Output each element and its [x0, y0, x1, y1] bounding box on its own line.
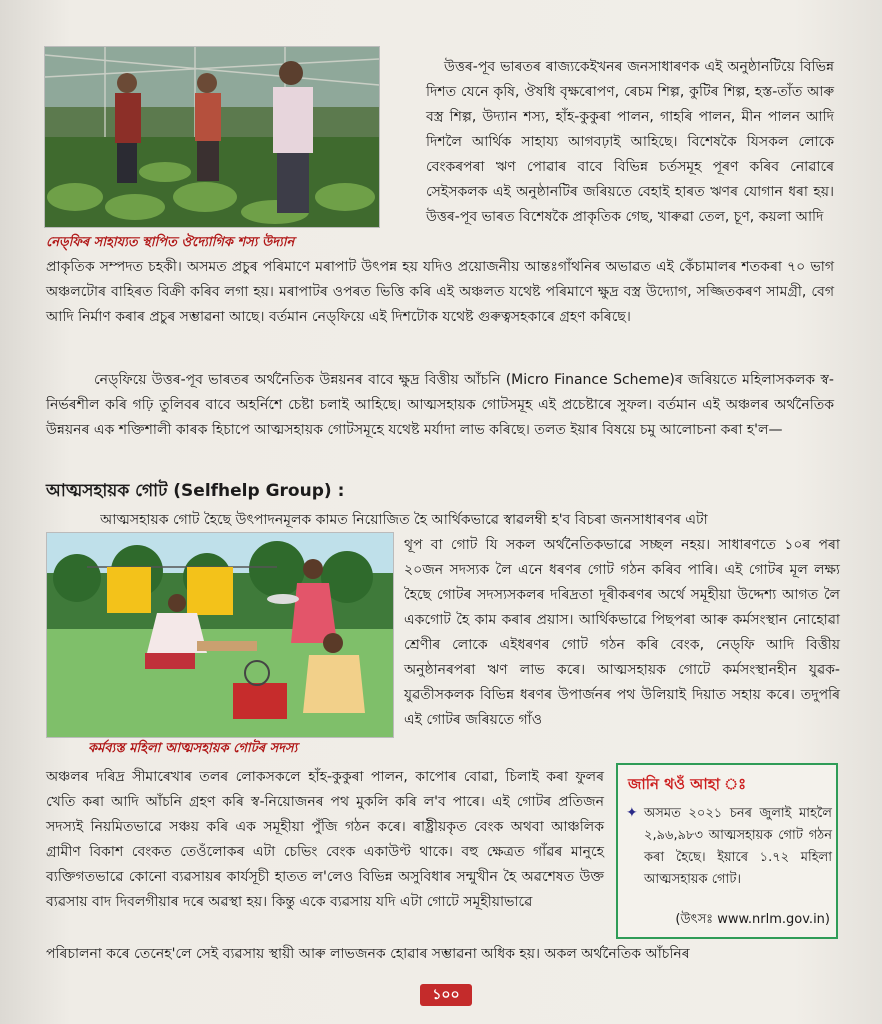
shg-side-paragraph: থূপ বা গোট যি সকল অৰ্থনৈতিকভাৱে সচ্ছল নহয়। সাধাৰণতে ১০ৰ পৰা ২০জন সদস্যক লৈ এনে ধৰণৰ গোট গঠন কৰিব পাৰি। এই গোটৰ মূল লক্ষ্য হৈছে গোটৰ সদস্যসকলৰ দৰিদ্ৰতা দূৰীকৰণৰ অৰ্থে সমূহীয়া উদ্দেশ্য আগত লৈ একগোট হৈ কাম কৰাৰ প্ৰয়াস। আৰ্থিকভাৱে পিছপৰা আৰু কৰ্মসংস্থান নোহোৱা শ্ৰেণীৰ লোকে এইধৰণৰ গোট গঠন কৰি বেংক, নেড্‌ফি আদি বিত্তীয় অনুষ্ঠানৰপৰা ঋণ লাভ কৰে। আত্মসহায়ক গোটে কৰ্মসংস্থানহীন যুৱক-যুৱতীসকলক বিভিন্ন ধৰণৰ উপাৰ্জনৰ পথ উলিয়াই দিয়াত সহায় কৰে। তদুপৰি এই গোটৰ জৰিয়তে গাঁও [404, 537, 840, 728]
page-number: ১০০ [420, 984, 472, 1006]
figure1-caption: নেড্‌ফিৰ সাহায্যত স্থাপিত ঔদ্যোগিক শস্য উদ্যান [46, 235, 295, 250]
figure2-caption: কৰ্মব্যস্ত মহিলা আত্মসহায়ক গোটৰ সদস্য [88, 741, 298, 756]
intro-full-paragraph: প্ৰাকৃতিক সম্পদত চহকী। অসমত প্ৰচুৰ পৰিমাণে মৰাপাট উৎপন্ন হয় যদিও প্ৰয়োজনীয় আন্তঃগাঁথনিৰ অভাৱত এই কেঁচামালৰ শতকৰা ৭০ ভাগ অঞ্চলটোৰ বাহিৰত বিক্ৰী কৰিব লগা হয়। মৰাপাটৰ ওপৰত ভিত্তি কৰি এই অঞ্চলত যথেষ্ট পৰিমাণে ক্ষুদ্ৰ বস্ত্ৰ উদ্যোগ, সজ্জিতকৰণ সামগ্ৰী, বেগ আদি নিৰ্মাণ কৰাৰ প্ৰচুৰ সম্ভাৱনা আছে। বৰ্তমান নেড্‌ফিয়ে এই দিশটোক যথেষ্ট গুৰুত্বসহকাৰে গ্ৰহণ কৰিছে। [46, 259, 834, 325]
star-bullet-icon: ✦ [626, 805, 638, 821]
infobox-source: (উৎসঃ www.nrlm.gov.in) [675, 912, 830, 927]
did-you-know-box [616, 763, 838, 939]
women-working-illustration [46, 532, 394, 738]
section-heading: আত্মসহায়ক গোট (Selfhelp Group) : [46, 481, 345, 501]
micro-finance-paragraph: নেড্‌ফিয়ে উত্তৰ-পূব ভাৰতৰ অৰ্থনৈতিক উন্নয়নৰ বাবে ক্ষুদ্ৰ বিত্তীয় আঁচনি (Micro Finance Scheme)ৰ জৰিয়তে মহিলাসকলক স্ব-নিৰ্ভৰশীল কৰি গঢ়ি তুলিবৰ বাবে অহৰ্নিশে চেষ্টা চলাই আহিছে। আত্মসহায়ক গোটসমূহ এই প্ৰচেষ্টাৰে সুফল। বৰ্তমান এই অঞ্চলৰ অৰ্থনৈতিক উন্নয়নৰ এক শক্তিশালী কাৰক হিচাপে আত্মসহায়ক গোটসমূহে যথেষ্ট মৰ্যাদা লাভ কৰিছে। তলত ইয়াৰ বিষয়ে চমু আলোচনা কৰা হ'ল— [46, 372, 834, 438]
infobox-title: জানি থওঁ আহা ঃ [628, 775, 747, 793]
greenhouse-photo [44, 46, 380, 228]
infobox-text: অসমত ২০২১ চনৰ জুলাই মাহলৈ ২,৯৬,৯৮৩ আত্মসহায়ক গোট গঠন কৰা হৈছে। ইয়াৰে ১.৭২ মহিলা আত্মসহায়ক গোট। [644, 806, 832, 887]
shg-first-line: আত্মসহায়ক গোট হৈছে উৎপাদনমূলক কামত নিয়োজিত হৈ আৰ্থিকভাৱে স্বাৱলম্বী হ'ব বিচৰা জনসাধাৰণৰ এটা [100, 512, 708, 528]
shg-last-line: পৰিচালনা কৰে তেনেহ'লে সেই ব্যৱসায় স্থায়ী আৰু লাভজনক হোৱাৰ সম্ভাৱনা অধিক হয়। অকল অৰ্থনৈতিক আঁচনিৰ [46, 946, 690, 962]
intro-top-paragraph: উত্তৰ-পূব ভাৰতৰ ৰাজ্যকেইখনৰ জনসাধাৰণক এই অনুষ্ঠানটিয়ে বিভিন্ন দিশত যেনে কৃষি, ঔষধি বৃক্ষৰোপণ, ৰেচম শিল্প, কুটিৰ শিল্প, হস্ত-তাঁত আৰু বস্ত্ৰ শিল্প, উদ্যান শস্য, হাঁহ-কুকুৰা পালন, গাহৰি পালন, মীন পালন আদি দিশলৈ আৰ্থিক সাহায্য আগবঢ়াই আহিছে। বিশেষকৈ যিসকল লোকে বেংকৰপৰা ঋণ পোৱাৰ বাবে বিভিন্ন চৰ্তসমূহ পূৰণ কৰিব নোৱাৰে সেইসকলক এই অনুষ্ঠানটিৰ জৰিয়তে বেহাই হাৰত ঋণৰ যোগান ধৰা হয়। উত্তৰ-পূব ভাৰত বিশেষকৈ প্ৰাকৃতিক গেছ, খাৰুৱা তেল, চূণ, কয়লা আদি [426, 59, 834, 225]
shg-bottom-paragraph: অঞ্চলৰ দৰিদ্ৰ সীমাৰেখাৰ তলৰ লোকসকলে হাঁহ-কুকুৰা পালন, কাপোৰ বোৱা, চিলাই কৰা ফুলৰ খেতি কৰা আদি আঁচনি গ্ৰহণ কৰি স্ব-নিয়োজনৰ পথ মুকলি কৰি ল'ব পাৰে। এই গোটৰ প্ৰতিজন সদস্যই নিয়মিতভাৱে সঞ্চয় কৰি এক সমূহীয়া পুঁজি গঠন কৰে। ৰাষ্ট্ৰীয়কৃত বেংক অথবা আঞ্চলিক গ্ৰামীণ বিকাশ বেংকত তেওঁলোকৰ এটা চেভিং বেংক একাউণ্ট থাকে। বহু ক্ষেত্ৰত গাঁৱৰ মানুহে ব্যক্তিগতভাৱে কোনো ব্যৱসায়ৰ কাৰ্যসূচী হাতত ল'লেও বিভিন্ন অসুবিধাৰ সন্মুখীন হৈ অৱশেষত উক্ত ব্যৱসায় বাদ দিবলগীয়াৰ দৰে অৱস্থা হয়। কিন্তু একে ব্যৱসায় যদি এটা গোটে সমূহীয়াভাৱে [46, 769, 604, 910]
